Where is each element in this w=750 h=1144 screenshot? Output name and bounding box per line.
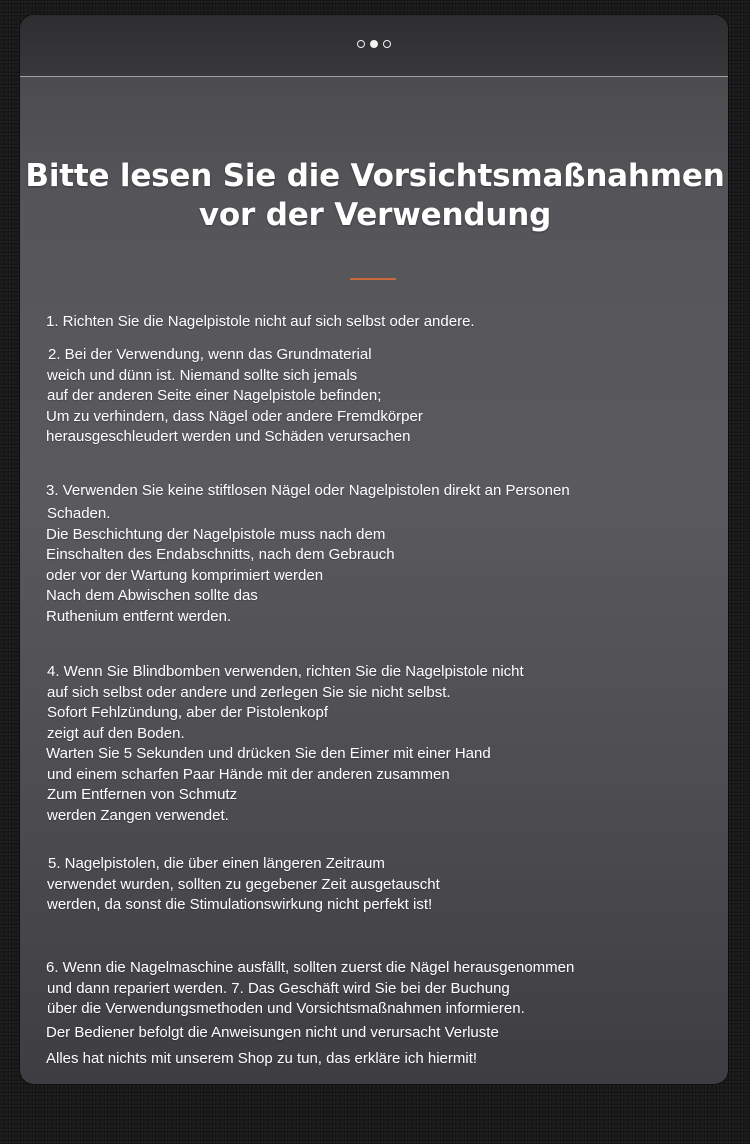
text-line: Die Beschichtung der Nagelpistole muss nach dem: [46, 525, 386, 543]
carousel-dot-2-active[interactable]: [370, 40, 378, 48]
text-line: 2. Bei der Verwendung, wenn das Grundmaterial: [48, 346, 372, 363]
text-line: Sofort Fehlzündung, aber der Pistolenkopf: [47, 704, 329, 721]
text-line: herausgeschleudert werden und Schäden verursachen: [46, 428, 411, 445]
text-line: verwendet wurden, sollten zu gegebener Zeit ausgetauscht: [47, 875, 440, 893]
text-line: und dann repariert werden. 7. Das Geschäft wird Sie bei der Buchung: [47, 979, 510, 997]
precaution-item-5: [46, 854, 666, 916]
text-line: Um zu verhindern, dass Nägel oder andere Fremdkörper: [46, 407, 423, 425]
text-line: über die Verwendungsmethoden und Vorsichtsmaßnahmen informieren.: [47, 1000, 525, 1017]
text-line: auf der anderen Seite einer Nagelpistole befinden;: [47, 387, 382, 404]
title-line-1: Bitte lesen Sie die Vorsichtsmaßnahmen: [25, 158, 725, 194]
text-line: Zum Entfernen von Schmutz: [47, 786, 238, 803]
text-line: Alles hat nichts mit unserem Shop zu tun, das erkläre ich hiermit!: [46, 1050, 478, 1067]
text-line: 3. Verwenden Sie keine stiftlosen Nägel oder Nagelpistolen direkt an Personen: [46, 482, 570, 499]
text-line: auf sich selbst oder andere und zerlegen Sie sie nicht selbst.: [47, 683, 451, 701]
text-line: 5. Nagelpistolen, die über einen längeren Zeitraum: [48, 855, 385, 872]
carousel-dot-3[interactable]: [383, 40, 391, 48]
text-line: oder vor der Wartung komprimiert werden: [46, 566, 324, 584]
text-line: und einem scharfen Paar Hände mit der anderen zusammen: [47, 765, 450, 783]
precaution-item-3: [46, 481, 666, 627]
precaution-item-2: [46, 345, 666, 448]
precaution-item-4: [46, 662, 666, 826]
text-line: Der Bediener befolgt die Anweisungen nicht und verursacht Verluste: [46, 1024, 499, 1041]
text-line: weich und dünn ist. Niemand sollte sich jemals: [47, 366, 358, 384]
carousel-header: [20, 15, 728, 77]
title-accent-divider: [350, 278, 396, 280]
carousel-indicators: [20, 40, 728, 50]
text-line: zeigt auf den Boden.: [47, 724, 185, 742]
text-line: Einschalten des Endabschnitts, nach dem Gebrauch: [46, 546, 395, 563]
text-line: 4. Wenn Sie Blindbomben verwenden, richten Sie die Nagelpistole nicht: [47, 663, 524, 680]
carousel-dot-1[interactable]: [357, 40, 365, 48]
text-line: werden, da sonst die Stimulationswirkung nicht perfekt ist!: [47, 896, 433, 913]
text-line: Warten Sie 5 Sekunden und drücken Sie den Eimer mit einer Hand: [46, 745, 491, 762]
page-title: [0, 157, 750, 235]
text-line: werden Zangen verwendet.: [47, 806, 229, 824]
text-line: Schaden.: [47, 505, 111, 522]
precaution-item-1: [46, 312, 666, 333]
text-line: Ruthenium entfernt werden.: [46, 607, 232, 625]
title-line-2: vor der Verwendung: [198, 197, 552, 233]
text-line: 6. Wenn die Nagelmaschine ausfällt, sollten zuerst die Nägel herausgenommen: [46, 959, 575, 976]
text-line: 1. Richten Sie die Nagelpistole nicht auf sich selbst oder andere.: [46, 313, 475, 330]
text-line: Nach dem Abwischen sollte das: [46, 587, 258, 604]
precaution-item-6: [46, 958, 666, 1070]
